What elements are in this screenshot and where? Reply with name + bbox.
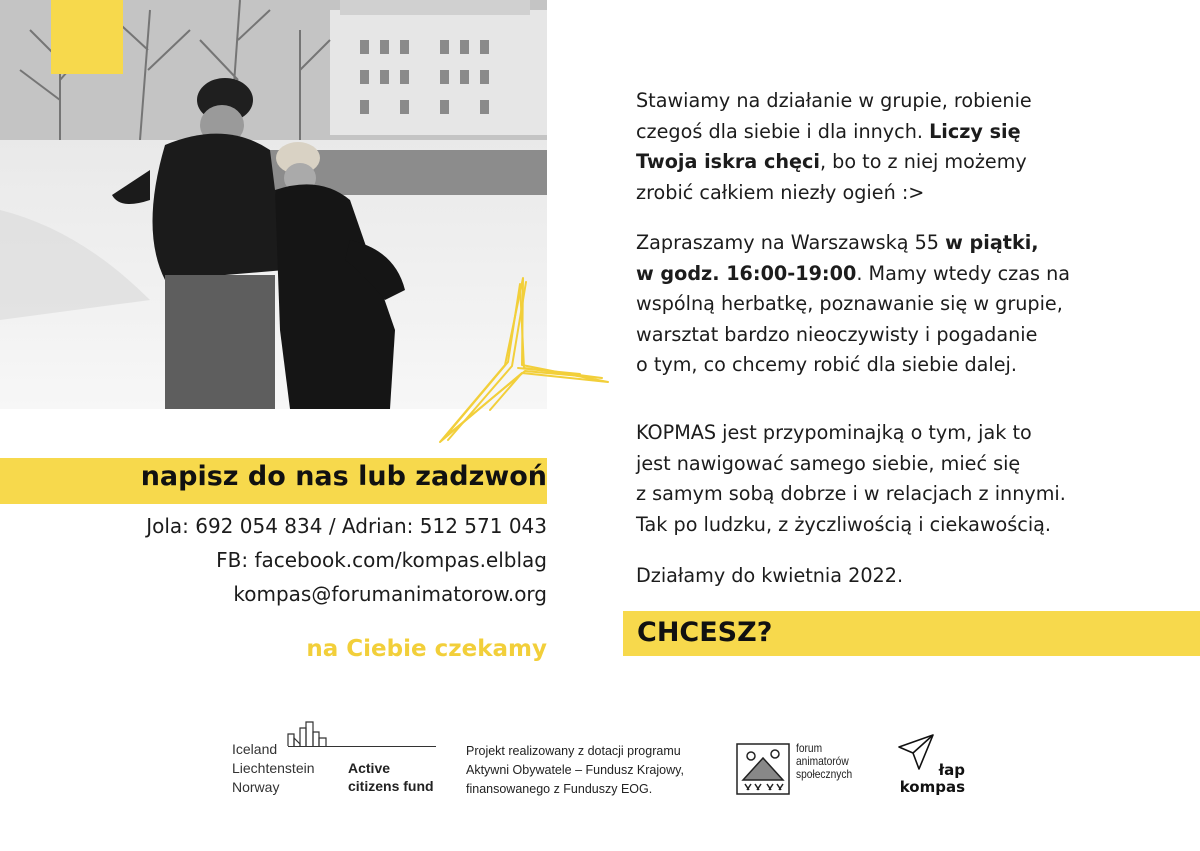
contact-heading: napisz do nas lub zadzwoń (140, 461, 547, 492)
contact-facebook[interactable]: FB: facebook.com/kompas.elblag (216, 548, 547, 572)
contact-email[interactable]: kompas@forumanimatorow.org (233, 582, 547, 606)
text-line: jest nawigować samego siebie, mieć się (636, 451, 1021, 475)
text-line (636, 147, 1032, 178)
kompas-line-2: kompas (899, 778, 965, 796)
text-bold: w piątki, (945, 231, 1039, 254)
paragraph-until: Działamy do kwietnia 2022. (636, 564, 904, 587)
contact-phones: Jola: 692 054 834 / Adrian: 512 571 043 (146, 514, 547, 538)
forum-line: animatorów (796, 754, 849, 768)
forum-line: forum (796, 741, 823, 755)
text-bold: Liczy się (929, 119, 1021, 143)
text-line: Stawiamy na działanie w grupie, robienie (636, 89, 1032, 112)
text-span: Zapraszamy na Warszawską 55 (636, 231, 946, 254)
decor-yellow-square (51, 0, 123, 74)
text-line: o tym, co chcemy robić dla siebie dalej. (636, 353, 1017, 376)
text-line: warsztat bardzo nieoczywisty i pogadanie (636, 322, 1038, 346)
text-line: wspólną herbatkę, poznawanie się w grupie, (636, 292, 1063, 315)
program-line: Aktywni Obywatele – Fundusz Krajowy, (466, 763, 684, 777)
acf-line-1: Active (348, 760, 391, 776)
text-line: zrobić całkiem niezły ogień :> (636, 180, 925, 204)
kompas-line-1: łap (938, 761, 965, 779)
text-span: , bo to z niej możemy (819, 150, 1027, 173)
paragraph-intro (636, 86, 1032, 208)
text-line: KOPMAS jest przypominajką o tym, jak to (636, 421, 1032, 444)
text-bold: w godz. 16:00-19:00 (636, 261, 857, 285)
text-span: czegoś dla siebie i dla innych. (636, 119, 930, 143)
forum-line: społecznych (796, 767, 853, 781)
text-line: z samym sobą dobrze i w relacjach z innymi. (636, 482, 1066, 505)
forum-animatorow-logo-icon (733, 740, 793, 798)
cta-text: CHCESZ? (637, 617, 773, 648)
active-citizens-fund-label (348, 759, 434, 795)
text-line: Tak po ludzku, z życzliwością i ciekawością. (636, 512, 1052, 536)
text-bold: Twoja iskra chęci (636, 150, 820, 173)
eea-country-norway: Norway (232, 779, 280, 795)
text-line (636, 259, 1070, 290)
text-line (636, 117, 1032, 148)
forum-animatorow-label (796, 742, 852, 781)
compass-star-doodle (430, 270, 620, 450)
paragraph-invitation (636, 228, 1070, 381)
text-line (636, 228, 1070, 259)
acf-divider (288, 746, 436, 747)
eea-country-liechtenstein: Liechtenstein (232, 760, 315, 776)
program-line: finansowanego z Funduszy EOG. (466, 782, 653, 796)
active-citizens-fund-icon (287, 720, 329, 747)
eea-country-iceland: Iceland (232, 741, 278, 757)
paragraph-about (636, 418, 1066, 540)
program-line: Projekt realizowany z dotacji programu (466, 744, 681, 758)
program-info (466, 742, 684, 799)
waiting-slogan: na Ciebie czekamy (306, 636, 547, 662)
text-span: . Mamy wtedy czas na (856, 261, 1071, 285)
acf-line-2: citizens fund (348, 778, 434, 794)
lap-kompas-logo (893, 762, 965, 796)
